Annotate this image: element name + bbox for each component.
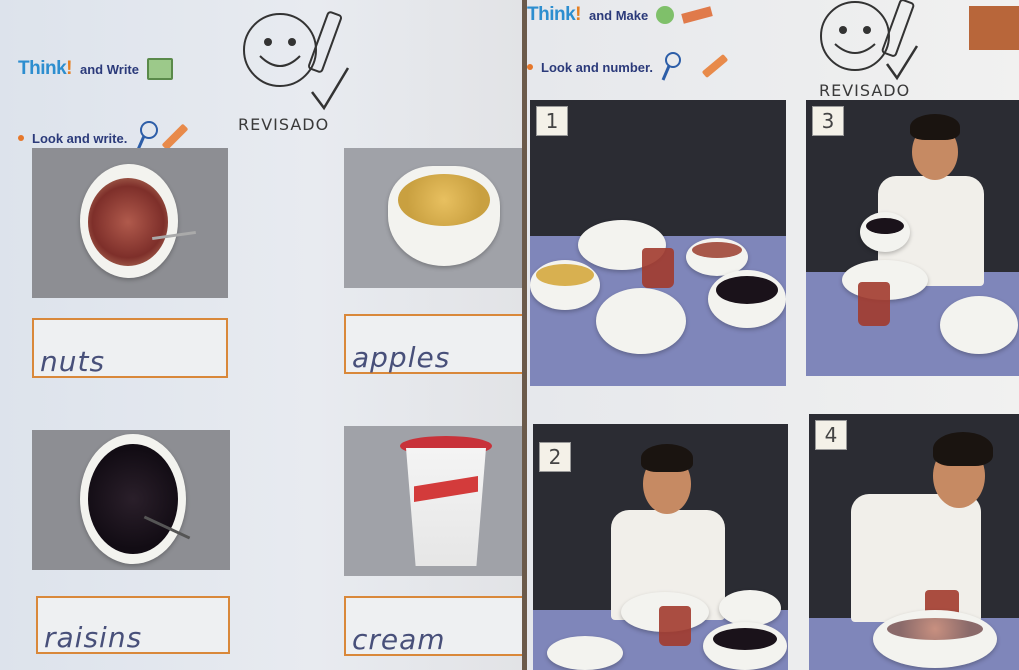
bowl — [547, 636, 623, 670]
cream-photo — [344, 426, 524, 576]
handwritten-answer: nuts — [40, 345, 106, 378]
raisins-filling — [88, 444, 178, 554]
and-make-label: and Make — [589, 7, 649, 23]
boy-hair — [641, 444, 693, 472]
magnifier-pencil-icon — [661, 50, 741, 84]
apples-filling — [398, 174, 490, 226]
nuts-filling — [692, 242, 742, 258]
revisado-stamp: REVISADO — [238, 115, 330, 134]
step-photo-3 — [806, 100, 1019, 376]
mix-filling — [887, 618, 983, 640]
raisins-photo — [32, 430, 230, 570]
think-label: Think! — [18, 58, 72, 79]
answer-box-cream[interactable] — [344, 596, 524, 656]
board-icon — [147, 58, 173, 80]
left-header — [18, 58, 173, 80]
look-and-write-text: Look and write. — [32, 130, 128, 146]
step-number[interactable]: 4 — [815, 420, 847, 450]
answer-box-apples[interactable] — [344, 314, 524, 374]
think-label: Think! — [527, 4, 581, 25]
boy-hair — [910, 114, 960, 140]
raisins-filling — [716, 276, 778, 304]
jar — [659, 606, 691, 646]
apples-filling — [536, 264, 594, 286]
bullet-icon — [18, 135, 24, 141]
step-number[interactable]: 1 — [536, 106, 568, 136]
boy-hair — [933, 432, 993, 466]
step-photo-1 — [530, 100, 786, 386]
right-header — [527, 4, 712, 26]
apples-photo — [344, 148, 524, 288]
jar — [858, 282, 890, 326]
raisins-filling — [866, 218, 904, 234]
step-number[interactable]: 3 — [812, 106, 844, 136]
apple-icon — [656, 6, 674, 24]
cream-cup — [406, 448, 486, 566]
right-instruction — [527, 50, 741, 84]
step-photo-2 — [533, 424, 788, 670]
nuts-photo — [32, 148, 228, 298]
step-number[interactable]: 2 — [539, 442, 571, 472]
bowl — [940, 296, 1018, 354]
look-and-number-text: Look and number. — [541, 59, 653, 75]
corner-tab-icon — [969, 6, 1019, 50]
step-photo-4 — [809, 414, 1019, 670]
smiley-stamp-icon — [240, 8, 355, 118]
raisins-filling — [713, 628, 777, 650]
boy-shirt — [851, 494, 981, 622]
tools-icon — [681, 6, 713, 23]
and-write-label: and Write — [80, 61, 139, 77]
bullet-icon — [527, 64, 533, 70]
answer-box-raisins[interactable] — [36, 596, 230, 654]
nuts-filling — [88, 178, 168, 266]
bowl — [596, 288, 686, 354]
revisado-stamp: REVISADO — [819, 81, 911, 100]
handwritten-answer: cream — [352, 623, 446, 656]
jar — [642, 248, 674, 288]
handwritten-answer: apples — [352, 341, 451, 374]
smiley-stamp-icon — [815, 0, 925, 82]
bowl — [719, 590, 781, 626]
handwritten-answer: raisins — [44, 621, 143, 654]
right-page — [527, 0, 1019, 670]
answer-box-nuts[interactable] — [32, 318, 228, 378]
